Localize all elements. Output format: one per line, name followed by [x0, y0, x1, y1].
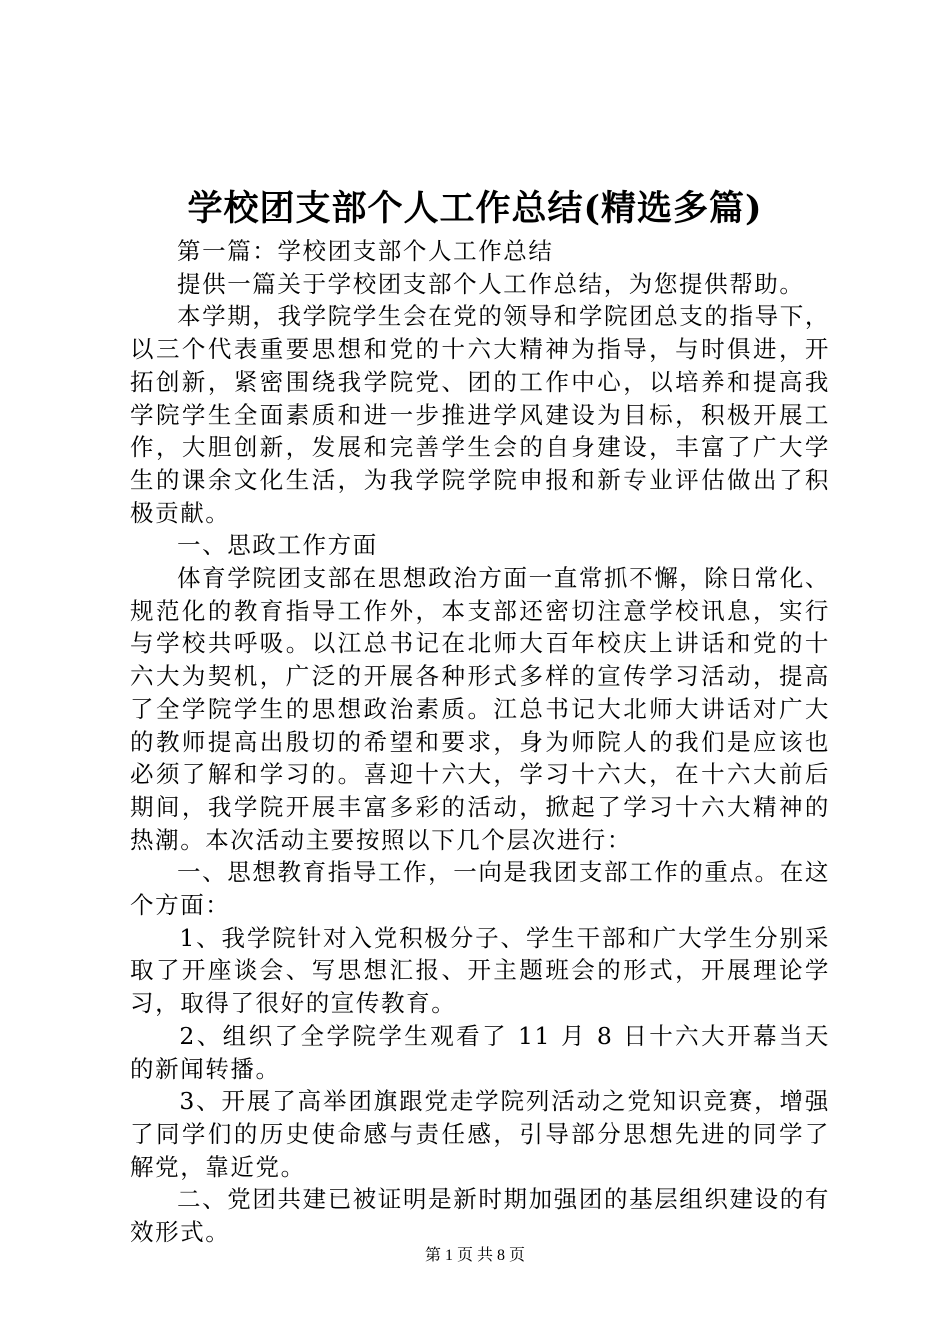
section-heading: 第一篇：学校团支部个人工作总结 [177, 237, 554, 265]
body-paragraph: 二、党团共建已被证明是新时期加强团的基层组织建设的有效形式。 [130, 1185, 830, 1247]
page-footer: 第 1 页 共 8 页 [424, 1247, 525, 1264]
subsection-heading: 一、思政工作方面 [177, 531, 378, 560]
body-paragraph: 一、思想教育指导工作，一向是我团支部工作的重点。在这个方面： [130, 858, 830, 920]
document-body [130, 235, 830, 1249]
list-item: 3、开展了高举团旗跟党走学院列活动之党知识竞赛，增强了同学们的历史使命感与责任感，引导部分思想先进的同学了解党，靠近党。 [130, 1087, 830, 1181]
document-title: 学校团支部个人工作总结(精选多篇) [187, 188, 763, 229]
intro-paragraph: 提供一篇关于学校团支部个人工作总结，为您提供帮助。 [177, 269, 805, 298]
list-item: 2、组织了全学院学生观看了 11 月 8 日十六大开幕当天的新闻转播。 [130, 1021, 830, 1083]
body-paragraph: 体育学院团支部在思想政治方面一直常抓不懈，除日常化、规范化的教育指导工作外，本支部还密切注意学校讯息，实行与学校共呼吸。以江总书记在北师大百年校庆上讲话和党的十六大为契机，广泛的开展各种形式多样的宣传学习活动，提高了全学院学生的思想政治素质。江总书记大北师大讲话对广大的教师提高出殷切的希望和要求，身为师院人的我们是应该也必须了解和学习的。喜迎十六大，学习十六大，在十六大前后期间，我学院开展丰富多彩的活动，掀起了学习十六大精神的热潮。本次活动主要按照以下几个层次进行： [130, 564, 830, 854]
list-item: 1、我学院针对入党积极分子、学生干部和广大学生分别采取了开座谈会、写思想汇报、开主题班会的形式，开展理论学习，取得了很好的宣传教育。 [130, 923, 830, 1018]
body-paragraph: 本学期，我学院学生会在党的领导和学院团总支的指导下，以三个代表重要思想和党的十六大精神为指导，与时俱进，开拓创新，紧密围绕我学院党、团的工作中心，以培养和提高我学院学生全面素质和进一步推进学风建设为目标，积极开展工作，大胆创新，发展和完善学生会的自身建设，丰富了广大学生的课余文化生活，为我学院学院申报和新专业评估做出了积极贡献。 [130, 302, 830, 527]
